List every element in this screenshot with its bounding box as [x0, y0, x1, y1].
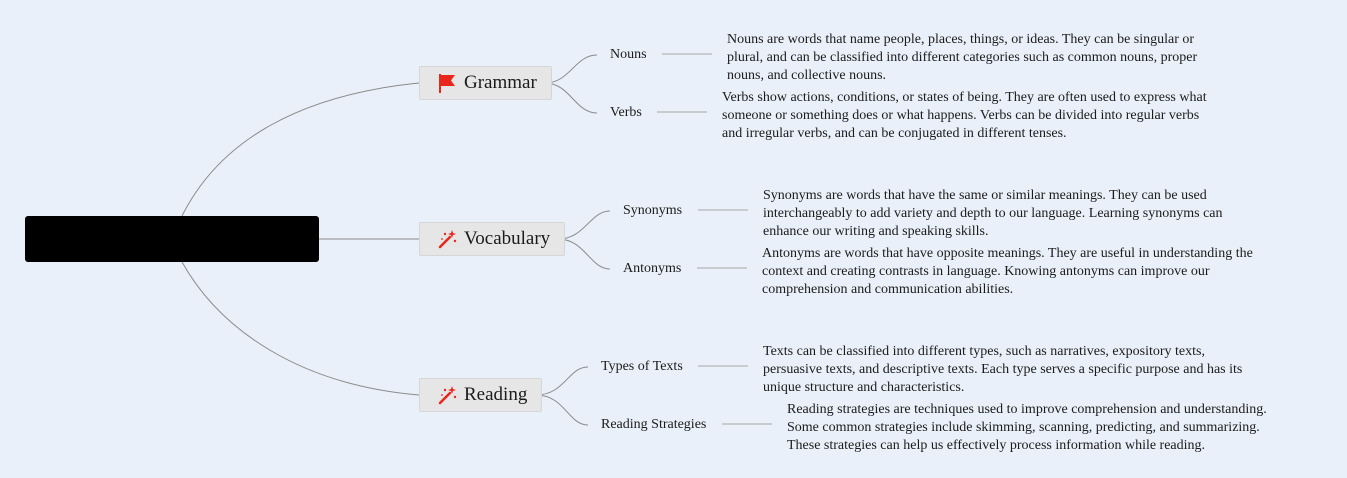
branch-reading[interactable] — [419, 378, 542, 412]
connector-root-grammar — [182, 83, 419, 216]
branch-vocabulary-label: Vocabulary — [464, 228, 551, 249]
branch-reading-label: Reading — [464, 384, 528, 405]
central-topic[interactable] — [25, 216, 319, 262]
magic-wand-icon — [436, 384, 458, 406]
connector-reading-types — [536, 367, 588, 395]
subtopic-types-of-texts[interactable]: Types of Texts — [601, 359, 683, 374]
note-synonyms: Synonyms are words that have the same or similar meanings. They can be used interchangeably to add variety and depth to our language. Learning synonyms can enhance our writing and speaking skills. — [763, 188, 1223, 239]
note-types-of-texts: Texts can be classified into different types, such as narratives, expository texts, persuasive texts, and descriptive texts. Each type serves a specific purpose and has its unique structure and characteristics. — [763, 344, 1243, 395]
note-nouns: Nouns are words that name people, places, things, or ideas. They can be singular or plural, and can be classified into different categories such as common nouns, proper nouns, and collective nouns. — [727, 32, 1198, 83]
subtopic-reading-strategies[interactable]: Reading Strategies — [601, 417, 707, 432]
connector-vocabulary-antonyms — [558, 239, 610, 269]
subtopic-verbs[interactable]: Verbs — [610, 105, 642, 120]
connector-grammar-verbs — [545, 83, 597, 113]
branch-grammar-label: Grammar — [464, 72, 537, 93]
flag-icon — [436, 72, 458, 94]
note-verbs: Verbs show actions, conditions, or states of being. They are often used to express what someone or something does or what happens. Verbs can be divided into regular verbs and irregular verbs, and can be conjugated in different tenses. — [722, 90, 1207, 141]
branch-vocabulary[interactable] — [419, 222, 565, 256]
connector-grammar-nouns — [545, 55, 597, 83]
magic-wand-icon — [436, 228, 458, 250]
note-reading-strategies: Reading strategies are techniques used to improve comprehension and understanding. Some common strategies include skimming, scanning, predicting, and summarizing. These strategies can help us effectively process information while reading. — [787, 402, 1267, 453]
connector-reading-strategies — [536, 395, 588, 425]
subtopic-synonyms[interactable]: Synonyms — [623, 203, 683, 218]
note-antonyms: Antonyms are words that have opposite meanings. They are useful in understanding the context and creating contrasts in language. Knowing antonyms can improve our comprehension and communication abilities. — [762, 246, 1253, 297]
branch-grammar[interactable] — [419, 66, 552, 100]
connector-root-reading — [182, 262, 419, 395]
connector-vocabulary-synonyms — [558, 211, 610, 239]
subtopic-antonyms[interactable]: Antonyms — [623, 261, 682, 276]
subtopic-nouns[interactable]: Nouns — [610, 47, 647, 62]
